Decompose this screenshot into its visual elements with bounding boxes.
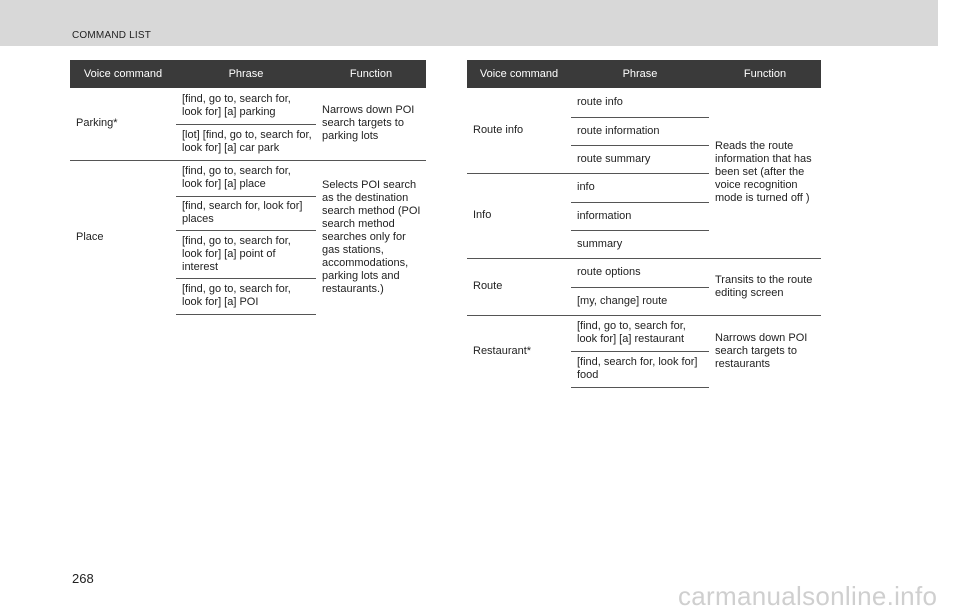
watermark: carmanualsonline.info bbox=[678, 581, 938, 611]
function-cell: Selects POI search as the destination search method (POI search method searches only for gas stations, accommodations, parking lots and restaurants.) bbox=[316, 160, 426, 314]
command-table-right bbox=[467, 60, 821, 388]
phrase-cell: [my, change] route bbox=[571, 287, 709, 315]
header-bar bbox=[0, 0, 938, 46]
function-cell: Narrows down POI search targets to restaurants bbox=[709, 315, 821, 387]
phrase-cell: [lot] [find, go to, search for, look for] [a] car park bbox=[176, 124, 316, 160]
page-title: COMMAND LIST bbox=[72, 30, 152, 41]
voice-command-cell: Route info bbox=[473, 123, 524, 136]
command-table-left bbox=[70, 60, 426, 315]
function-cell: Reads the route information that has been set (after the voice recognition mode is turned off ) bbox=[715, 140, 812, 205]
phrase-cell: summary bbox=[571, 230, 709, 258]
page-number: 268 bbox=[72, 571, 94, 586]
voice-command-cell: Info bbox=[467, 173, 571, 258]
col-function: Function bbox=[316, 60, 426, 88]
function-cell: Transits to the route editing screen bbox=[709, 258, 821, 315]
table-row bbox=[467, 315, 821, 351]
phrase-cell: [find, search for, look for] places bbox=[176, 196, 316, 230]
phrase-cell: route summary bbox=[571, 145, 709, 173]
phrase-cell: [find, go to, search for, look for] [a] place bbox=[176, 160, 316, 196]
col-voice-command: Voice command bbox=[467, 60, 571, 88]
phrase-cell: [find, go to, search for, look for] [a] parking bbox=[182, 92, 291, 118]
phrase-cell: information bbox=[571, 202, 709, 230]
phrase-cell: info bbox=[571, 173, 709, 202]
table-row bbox=[70, 88, 426, 124]
col-voice-command: Voice command bbox=[70, 60, 176, 88]
phrase-cell: [find, search for, look for] food bbox=[571, 351, 709, 387]
table-row bbox=[467, 88, 821, 117]
table-row bbox=[70, 160, 426, 196]
phrase-cell: route information bbox=[571, 117, 709, 145]
col-phrase: Phrase bbox=[571, 60, 709, 88]
phrase-cell: [find, go to, search for, look for] [a] POI bbox=[176, 278, 316, 314]
phrase-cell: route options bbox=[571, 258, 709, 287]
table-header-row bbox=[467, 60, 821, 88]
voice-command-cell: Route bbox=[467, 258, 571, 315]
col-phrase: Phrase bbox=[176, 60, 316, 88]
phrase-cell: route info bbox=[577, 95, 623, 108]
voice-command-cell: Restaurant* bbox=[467, 315, 571, 387]
table-row bbox=[467, 258, 821, 287]
voice-command-cell: Place bbox=[70, 160, 176, 314]
phrase-cell: [find, go to, search for, look for] [a] restaurant bbox=[571, 315, 709, 351]
table-header-row bbox=[70, 60, 426, 88]
phrase-cell: [find, go to, search for, look for] [a] point of interest bbox=[176, 230, 316, 278]
edge-strip bbox=[938, 0, 960, 611]
function-cell: Narrows down POI search targets to parking lots bbox=[322, 104, 415, 143]
col-function: Function bbox=[709, 60, 821, 88]
voice-command-cell: Parking* bbox=[76, 117, 118, 130]
